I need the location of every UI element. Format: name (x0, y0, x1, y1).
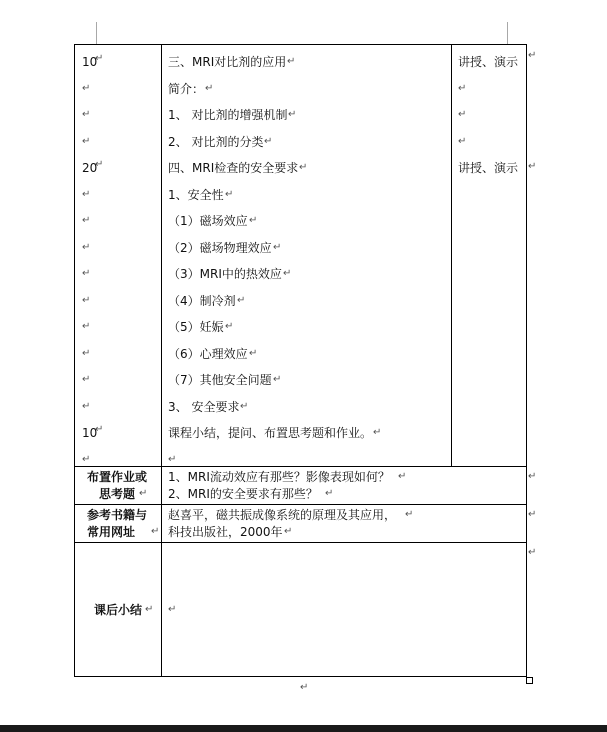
paragraph-mark: ↵ (458, 136, 467, 147)
method-cell: 讲授、演示 (458, 55, 519, 69)
paragraph-mark: ↵ (458, 109, 467, 120)
paragraph-mark: ↵ (373, 427, 382, 438)
content-line: （2）磁场物理效应 (168, 241, 272, 255)
paragraph-mark: ↵ (95, 53, 104, 64)
time-cell: 20 (82, 161, 98, 175)
column-divider-method (451, 44, 452, 466)
end-mark-homework-2: ↵ (325, 488, 334, 499)
paragraph-mark: ↵ (249, 215, 258, 226)
paragraph-mark: ↵ (240, 401, 249, 412)
paragraph-mark: ↵ (283, 268, 292, 279)
table-resize-handle[interactable] (526, 677, 533, 684)
paragraph-mark: ↵ (225, 189, 234, 200)
crop-mark-left (96, 22, 97, 44)
paragraph-mark: ↵ (273, 374, 282, 385)
paragraph-mark: ↵ (82, 454, 91, 465)
paragraph-mark: ↵ (264, 136, 273, 147)
paragraph-mark: ↵ (287, 56, 296, 67)
row-divider-summary (74, 542, 527, 543)
homework-question-2: 2、MRI的安全要求有那些？ (168, 487, 318, 501)
content-line: （6）心理效应 (168, 347, 248, 361)
document-end-mark: ↵ (300, 682, 309, 693)
end-mark-summary-label: ↵ (145, 604, 154, 615)
paragraph-mark: ↵ (82, 348, 91, 359)
paragraph-mark: ↵ (237, 295, 246, 306)
column-divider-time (161, 44, 162, 677)
homework-label-line1: 布置作业或 (87, 470, 148, 484)
end-mark-homework-1: ↵ (398, 471, 407, 482)
end-mark-homework-label: ↵ (139, 488, 148, 499)
content-line: （4）制冷剂 (168, 294, 236, 308)
row-end-mark-homework: ↵ (528, 471, 537, 482)
summary-label: 课后小结 (94, 603, 143, 617)
row-end-mark-1: ↵ (528, 50, 537, 61)
paragraph-mark: ↵ (225, 321, 234, 332)
content-line: 2、 对比剂的分类 (168, 135, 264, 149)
reference-line-2: 科技出版社，2000年 (168, 525, 283, 539)
method-cell: 讲授、演示 (458, 161, 519, 175)
content-line: 课程小结，提问、布置思考题和作业。 (168, 426, 373, 440)
paragraph-mark: ↵ (95, 159, 104, 170)
paragraph-mark: ↵ (82, 136, 91, 147)
time-cell: 10 (82, 426, 98, 440)
content-line: 1、 对比剂的增强机制 (168, 108, 288, 122)
end-mark-references-label: ↵ (151, 526, 160, 537)
paragraph-mark: ↵ (82, 242, 91, 253)
end-mark-reference-1: ↵ (405, 509, 414, 520)
paragraph-mark: ↵ (168, 454, 177, 465)
reference-line-1: 赵喜平，磁共振成像系统的原理及其应用， (168, 508, 397, 522)
content-line: 四、MRI检查的安全要求 (168, 161, 299, 175)
row-end-mark-references: ↵ (528, 509, 537, 520)
content-line: （1）磁场效应 (168, 214, 248, 228)
content-line: 1、安全性 (168, 188, 224, 202)
paragraph-mark: ↵ (82, 215, 91, 226)
content-line: 简介： (168, 82, 205, 96)
paragraph-mark: ↵ (273, 242, 282, 253)
references-label-line1: 参考书籍与 (87, 508, 148, 522)
references-label-line2: 常用网址 (87, 525, 136, 539)
paragraph-mark: ↵ (458, 83, 467, 94)
paragraph-mark: ↵ (82, 189, 91, 200)
paragraph-mark: ↵ (82, 109, 91, 120)
content-line: （7）其他安全问题 (168, 373, 272, 387)
paragraph-mark: ↵ (82, 401, 91, 412)
paragraph-mark: ↵ (95, 424, 104, 435)
paragraph-mark: ↵ (249, 348, 258, 359)
paragraph-mark: ↵ (288, 109, 297, 120)
paragraph-mark: ↵ (82, 321, 91, 332)
time-cell: 10 (82, 55, 98, 69)
homework-question-1: 1、MRI流动效应有那些？影像表现如何？ (168, 470, 390, 484)
paragraph-mark: ↵ (205, 83, 214, 94)
content-line: 三、MRI对比剂的应用 (168, 55, 287, 69)
crop-mark-right (507, 22, 508, 44)
window-bottom-edge (0, 725, 607, 732)
content-line: 3、 安全要求 (168, 400, 240, 414)
paragraph-mark: ↵ (82, 83, 91, 94)
paragraph-mark: ↵ (82, 268, 91, 279)
row-end-mark-summary: ↵ (528, 547, 537, 558)
paragraph-mark: ↵ (82, 295, 91, 306)
paragraph-mark: ↵ (82, 374, 91, 385)
row-end-mark-5: ↵ (528, 161, 537, 172)
end-mark-summary-content: ↵ (168, 604, 177, 615)
paragraph-mark: ↵ (299, 162, 308, 173)
homework-label-line2: 思考题 (99, 487, 136, 501)
content-line: （5）妊娠 (168, 320, 224, 334)
content-line: （3）MRI中的热效应 (168, 267, 282, 281)
row-divider-homework (74, 466, 527, 467)
row-divider-references (74, 504, 527, 505)
end-mark-reference-2: ↵ (284, 526, 293, 537)
